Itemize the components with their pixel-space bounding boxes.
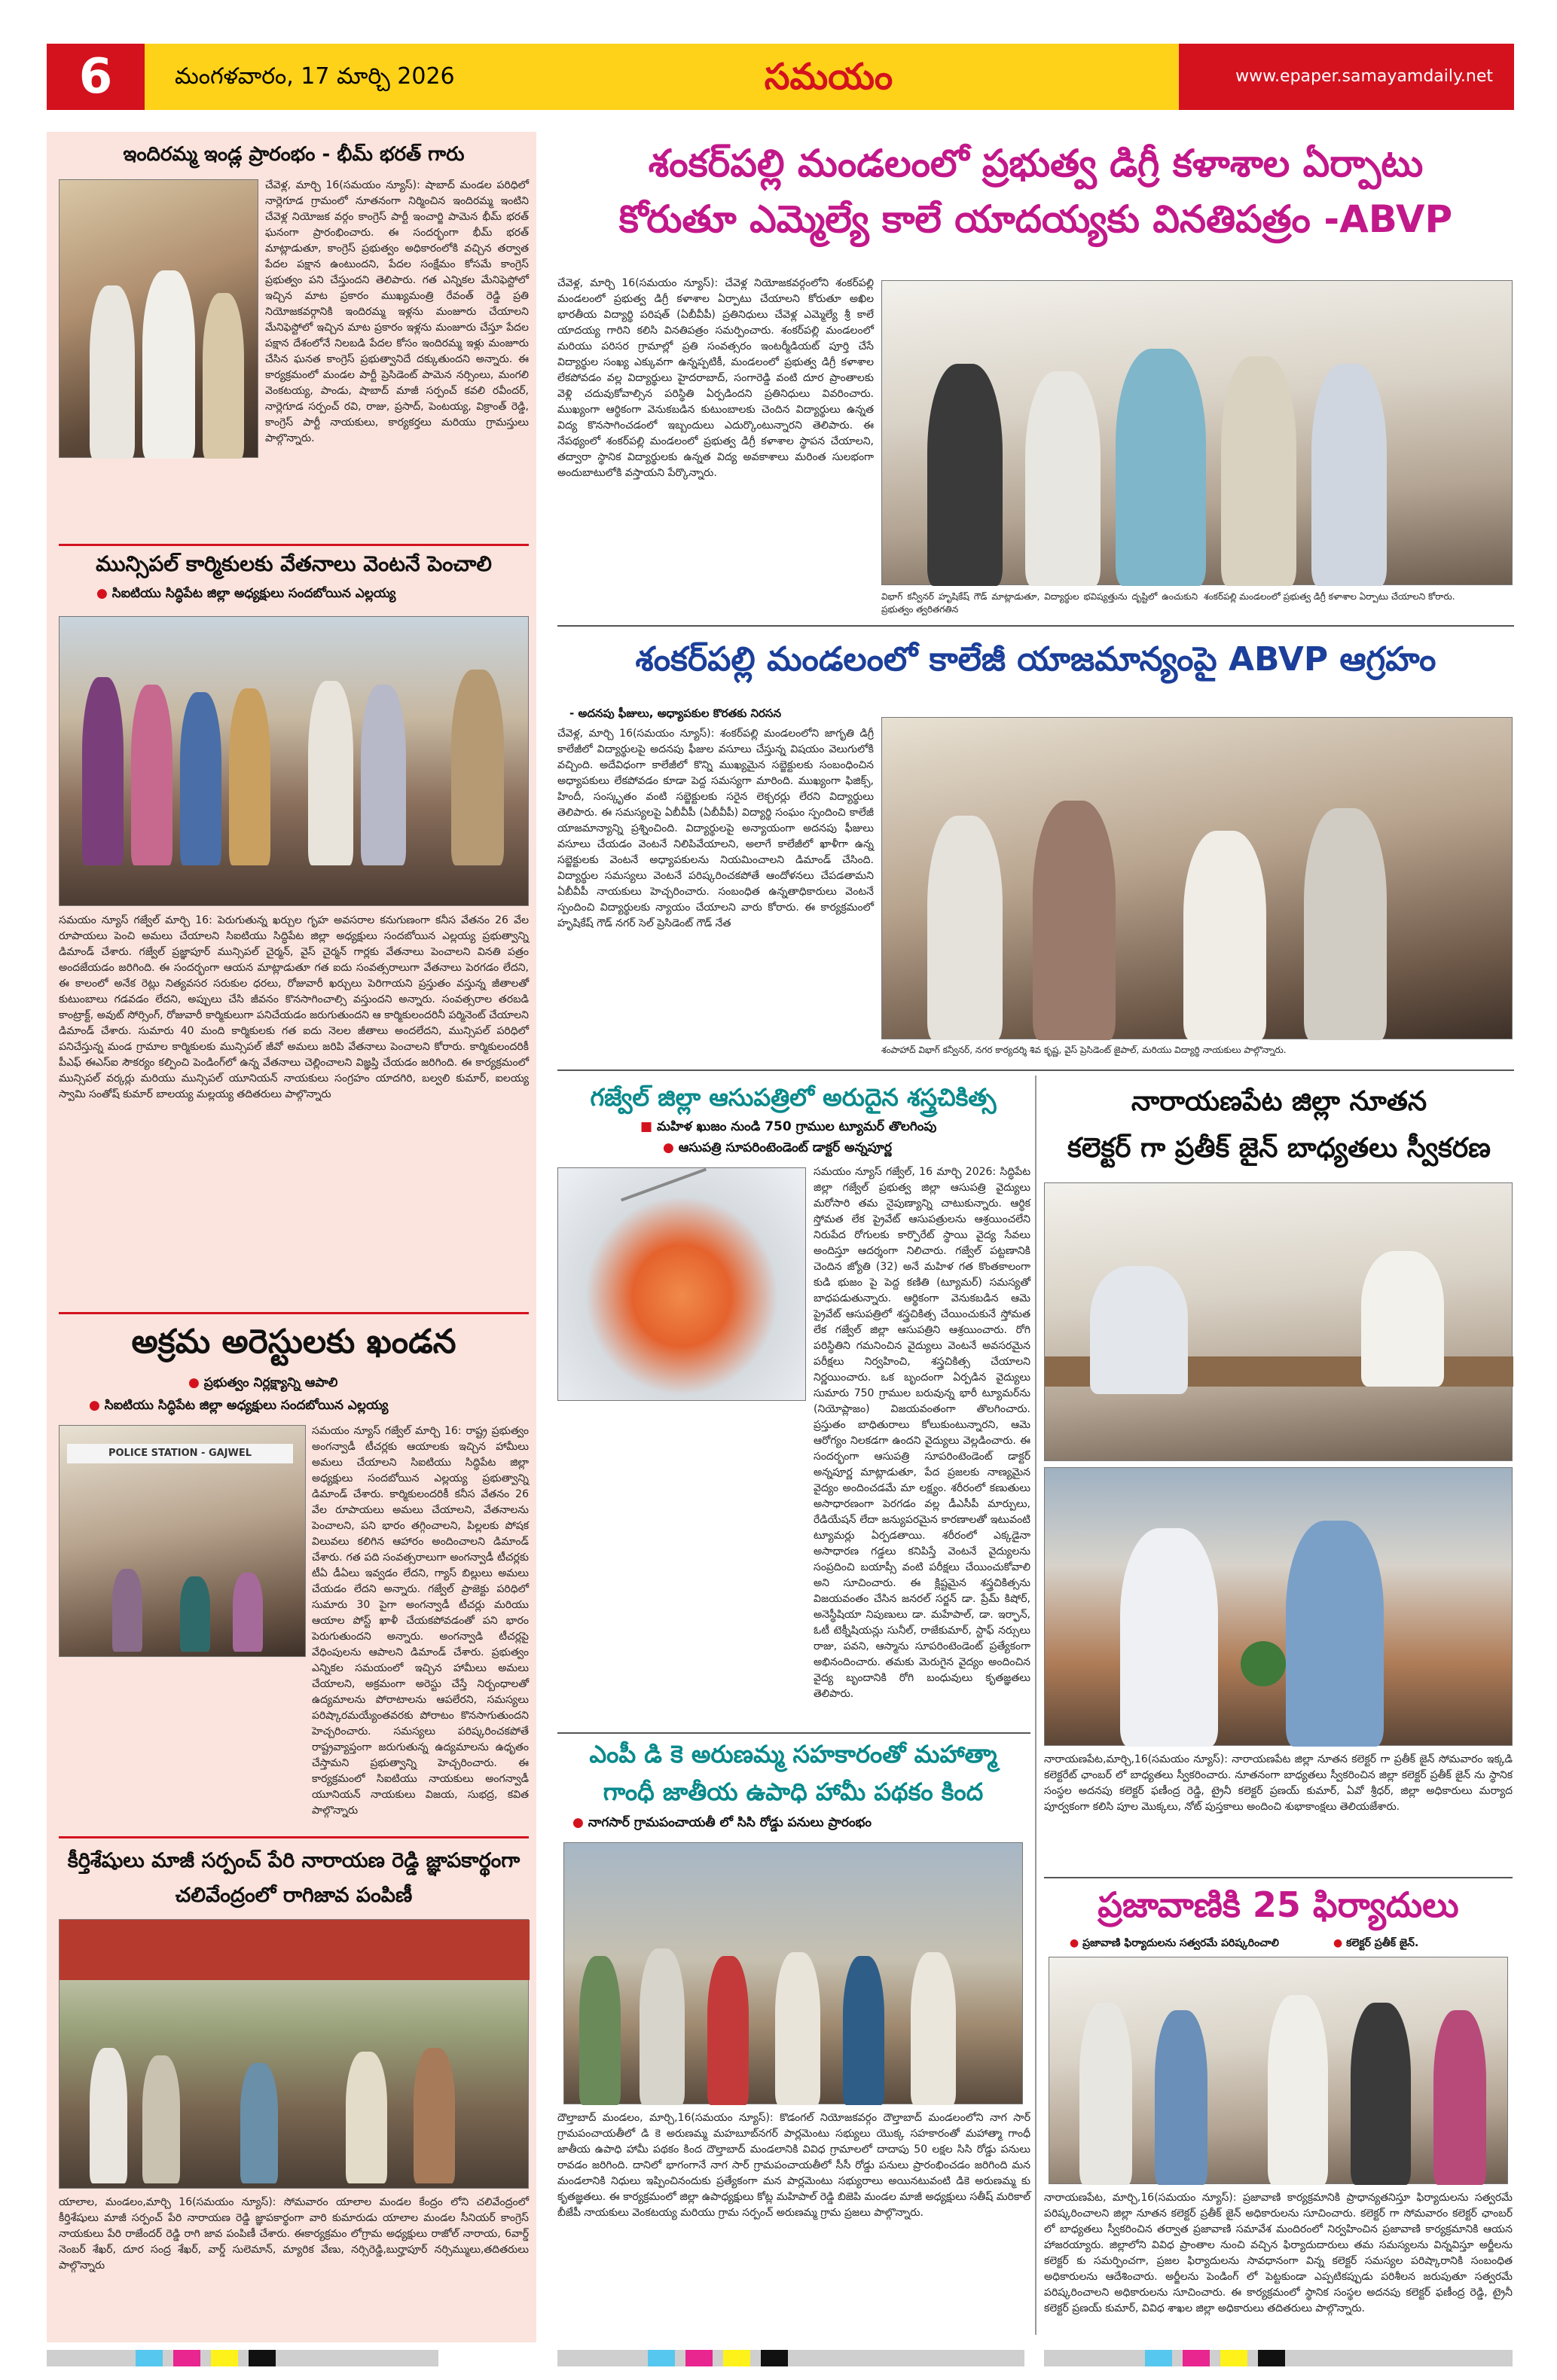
print-color-bar bbox=[557, 2350, 1024, 2366]
prajavani-subhead2: ● కలెక్టర్ ప్రతీక్ జైన్. bbox=[1333, 1937, 1419, 1949]
divider bbox=[1044, 1877, 1513, 1878]
divider bbox=[557, 1732, 1030, 1734]
story-wages-subhead-text: సిఐటియు సిద్ధిపేట జిల్లా అధ్యక్షులు సందబోయిన ఎల్లయ్య bbox=[111, 586, 396, 601]
abvp-college-subhead: - అదనపు ఫీజులు, అధ్యాపకుల కొరతకు నిరసన bbox=[569, 706, 781, 720]
paper-name: సమయం bbox=[764, 56, 893, 98]
color-swatch-black bbox=[1258, 2350, 1285, 2366]
story-arrests-photo bbox=[59, 1425, 306, 1657]
abvp-college-photo bbox=[881, 717, 1513, 1039]
divider bbox=[59, 1836, 529, 1838]
mgnrega-body: దౌల్తాబాద్ మండలం, మార్చి,16(సమయం న్యూస్): కొడంగల్ నియోజకవర్గం దౌల్తాబాద్ మండలంలోని నాగ సార్ గ్రామపంచాయతీలో డి కె అరుణమ్మ మహబూబ్‌నగర్ పార్లమెంటు సభ్యులు యొక్క సహకారంతో మహాత్మా గాంధీ జాతీయ ఉపాధి హామీ పథకం కింద దౌల్తాబాద్ మండలానికి వివిధ గ్రామాలలో దాదాపు 50 లక్షల సిసి రోడ్డు పనులు రావడం జరిగింది. దానిలో భాగంగానే నాగ సార్ గ్రామపంచాయతీలో సీసీ రోడ్డు పనులు ప్రారంభించడం జరిగింది మన మండలానికి నిధులు ఇప్పించినందుకు ప్రత్యేకంగా మన పార్లమెంటు సభ్యురాలు అయినటువంటి డికె అరుణమ్మ కు కృతజ్ఞతలు. ఈ కార్యక్రమంలో జిల్లా ఉపాధ్యక్షులు కోట్ల మహిపాల్ రెడ్డి బిజెపి మండల మాజీ అధ్యక్షులు సతీష్ మరికాల్ బీజేపీ నాయకులు వెంకటయ్య మరియు గ్రామ సర్పంచ్ అరుణమ్మ గ్రామ ప్రజలు పాల్గొన్నారు. bbox=[557, 2112, 1030, 2219]
surgery-subhead1: ■ మహిళ ఖుజం నుండి 750 గ్రాముల ట్యూమర్ తొలగింపు bbox=[640, 1119, 937, 1134]
mgnrega-subhead-text: నాగసార్ గ్రామపంచాయతీ లో సిసి రోడ్డు పనులు ప్రారంభం bbox=[588, 1815, 872, 1830]
prajavani-subhead2-text: కలెక్టర్ ప్రతీక్ జైన్. bbox=[1346, 1937, 1419, 1949]
collector-office-photo bbox=[1044, 1182, 1513, 1461]
surgery-body-b bbox=[557, 1408, 1030, 1725]
divider bbox=[59, 1312, 529, 1314]
color-swatch-cyan bbox=[136, 2350, 163, 2366]
police-station-sign: POLICE STATION - GAJWEL bbox=[67, 1444, 293, 1463]
story-indiramma-photo bbox=[59, 179, 258, 458]
abvp-college-body: చేవెళ్ల, మార్చి 16(సమయం న్యూస్): శంకర్‌పల్లి మండలంలోని జాగృతి డిగ్రీ కాలేజీలో విద్యార్థులపై అదనపు ఫీజుల వసూలు చేస్తున్న విషయం వెలుగులోకి వచ్చింది. అదేవిధంగా కాలేజీలో కొన్ని ముఖ్యమైన సబ్జెక్టులకు సంబంధించిన అధ్యాపకులు లేకపోవడం కూడా పెద్ద సమస్యగా మారింది. ముఖ్యంగా ఫిజిక్స్, హిందీ, సంస్కృతం వంటి సబ్జెక్టులకు సరైన లెక్చరర్లు లేరని విద్యార్థులు తెలిపారు. ఈ సమస్యలపై ఏబీవీపీ (ఏబీవీపీ) విద్యార్థి సంఘం స్పందించి కాలేజీ యాజమాన్యాన్ని ప్రశ్నించింది. విద్యార్థులపై అన్యాయంగా అదనపు ఫీజులు వసూలు చేయడం వెంటనే నిలిపివేయాలని, అలాగే కాలేజీలో ఖాళీగా ఉన్న సబ్జెక్టులకు వెంటనే అధ్యాపకులను నియమించాలని డిమాండ్ చేసింది. విద్యార్థుల సమస్యలు వెంటనే పరిష్కరించకపోతే ఆందోళనలు చేపడతామని ఏబీవీపీ నాయకులు హెచ్చరించారు. సంబంధిత ఉన్నతాధికారులు వెంటనే స్పందించి విద్యార్థులకు న్యాయం చేయాలని వారు కోరారు. ఈ కార్యక్రమంలో హృషికేష్ గౌడ్ నగర్ సెల్ ప్రెసిడెంట్ గౌడ్ నేత bbox=[557, 728, 874, 929]
tumor-photo bbox=[557, 1167, 806, 1401]
divider bbox=[557, 1069, 1514, 1071]
color-swatch-magenta bbox=[1183, 2350, 1210, 2366]
abvp-petition-headline-2: కోరుతూ ఎమ్మెల్యే కాలే యాదయ్యకు వినతిపత్రం -ABVP bbox=[618, 197, 1453, 241]
story-arrests-subhead2-text: సిఐటియు సిద్ధిపేట జిల్లా అధ్యక్షులు సందబోయిన ఎల్లయ్య bbox=[104, 1398, 389, 1413]
story-wages-headline: మున్సిపల్ కార్మికులకు వేతనాలు వెంటనే పెంచాలి bbox=[96, 551, 492, 576]
story-indiramma-body-b bbox=[59, 461, 529, 536]
prajavani-body: నారాయణపేట, మార్చి,16(సమయం న్యూస్): ప్రజావాణి కార్యక్రమానికి ప్రాధాన్యతనిస్తూ ఫిర్యాదులను సత్వరమే పరిష్కరించాలని జిల్లా నూతన కలెక్టర్ ప్రతీక్ జైన్ అధికారులను సూచించారు. కలెక్టర్ గా సోమవారం కలెక్టర్ ఛాంబర్ లో బాధ్యతలు స్వీకరించిన తర్వాత ప్రజావాణి సమావేశ మందిరంలో నిర్వహించిన ప్రజావాణి కార్యక్రమానికి ఆయన హాజరయ్యారు. జిల్లాలోని వివిధ ప్రాంతాల నుంచి వచ్చిన ఫిర్యాదుదారులు తమ సమస్యలను విన్నవిస్తూ అర్జీలను కలెక్టర్ కు సమర్పించగా, ప్రజల ఫిర్యాదులను సావధానంగా విన్న కలెక్టర్ సమస్యల పరిష్కారానికి సంబంధిత అధికారులను ఆదేశించారు. అర్జీలను పెండింగ్ లో పెట్టకుండా ఎప్పటికప్పుడు పరిశీలన జరుపుతూ సత్వరమే పరిష్కరించాలని అధికారులను సూచించారు. ఈ కార్యక్రమంలో స్థానిక సంస్థల అదనపు కలెక్టర్ ఫణీంద్ర రెడ్డి, ట్రైనీ కలెక్టర్ ప్రణయ్ కుమార్, వివిధ శాఖల జిల్లా అధికారులు తదితరులు పాల్గొన్నారు. bbox=[1044, 2192, 1513, 2314]
story-indiramma-body-a: చేవెళ్ల, మార్చి 16(సమయం న్యూస్): షాబాద్ మండల పరిధిలో నార్లెగూడ గ్రామంలో నూతనంగా నిర్మించిన ఇందిరమ్మ ఇంటిని చేవెళ్ల నియోజక వర్గం కాంగ్రెస్ పార్టీ ఇంచార్జి పామెన భీమ్ భరత్ ఘనంగా ప్రారంభించారు. ఈ సందర్భంగా భీమ్ భరత్ మాట్లాడుతూ, కాంగ్రెస్ ప్రభుత్వం అధికారంలోకి వచ్చిన తర్వాత పేదల పక్షాన ఉంటుందని, పేదల సంక్షేమం కోసమే కాంగ్రెస్ ప్రభుత్వం పని చేస్తుందని తెలిపారు. గత ఎన్నికల మేనిఫెస్టోలో ఇచ్చిన మాట ప్రకారం ముఖ్యమంత్రి రేవంత్ రెడ్డి ప్రతి నియోజకవర్గానికి ఇందిరమ్మ ఇళ్లను మంజూరు చేయాలని మేనిఫెస్టోలో ఇచ్చిన మాట ప్రకారం ఇళ్లను మంజూరు చేస్తూ పేదల పక్షాన దేశంలోనే నిలబడి పేదల కోసం ఇందిరమ్మ ఇళ్లు మంజూరు చేసిన ఘనత కాంగ్రెస్ ప్రభుత్వానిదే దక్కుతుందని అన్నారు. ఈ కార్యక్రమంలో మండల పార్టీ ప్రెసిడెంట్ పామెన నర్సింలు, మంగలి వెంకటయ్య, పాండు, షాబాద్ మాజీ సర్పంచ్ కవలి రవీందర్, నార్లెగూడ సర్పంచ్ రవి, రాజు, ప్రసాద్, పెంటయ్య, విక్రాంత్ రెడ్డి, కాంగ్రెస్ పార్టీ నాయకులు, కార్యకర్తలు మరియు గ్రామస్తులు పాల్గొన్నారు. bbox=[265, 179, 529, 444]
story-arrests-body-a: సమయం న్యూస్ గజ్వేల్ మార్చి 16: రాష్ట్ర ప్రభుత్వం అంగన్వాడీ టీచర్లకు ఆయాలకు ఇచ్చిన హామీలు అమలు చేయాలని సిఐటియు సిద్ధిపేట జిల్లా అధ్యక్షులు సందబోయిన ఎల్లయ్య ప్రభుత్వాన్ని డిమాండ్ చేశారు. కార్మికులందరికీ కనీస వేతనం 26 వేల రూపాయలు అమలు చేయాలని, వేతనాలను పెంచాలని, పని భారం తగ్గించాలని, పిల్లలకు పోషక విలువలు కలిగిన ఆహారం అందించాలని డిమాండ్ చేశారు. గత పది సంవత్సరాలుగా అంగన్వాడీ టీచర్లకు టీఏ డీఏలు ఇవ్వడం లేదని, గ్యాస్ బిల్లులు అమలు చేయడం లేదని అన్నారు. గజ్వేల్ ప్రాజెక్టు పరిధిలో సుమారు 30 పైగా అంగన్వాడీ టీచర్లు మరియు ఆయాల పోస్ట్ ఖాళీ చేయకపోవడంతో పని భారం పెరుగుతుందని అన్నారు. అంగన్వాడి టీచర్లపై వేధింపులను ఆపాలని డిమాండ్ చేశారు. ప్రభుత్వం ఎన్నికల సమయంలో ఇచ్చిన హామీలు అమలు చేయాలని, అక్రమంగా అరెస్టు చేస్తే నిర్బంధాలతో ఉద్యమాలను పోరాటాలను ఆపలేరని, సమస్యలు పరిష్కారమయ్యేంతవరకు పోరాటం కొనసాగుతుందని హెచ్చరించారు. సమస్యలు పరిష్కరించకపోతే రాష్ట్రవ్యాప్తంగా జరుగుతున్న ఉద్యమాలను ఉధృతం చేస్తామని ప్రభుత్వాన్ని హెచ్చరించారు. ఈ కార్యక్రమంలో సిఐటియు నాయకులు అంగన్వాడీ యూనియన్ నాయకులు విజయ, సుభద్ర, కవిత పాల్గొన్నారు bbox=[312, 1425, 529, 1817]
surgery-subhead2: ● ఆసుపత్రి సూపరింటెండెంట్ డాక్టర్ అన్నపూర్ణ bbox=[663, 1140, 892, 1155]
color-swatch-black bbox=[249, 2350, 276, 2366]
abvp-petition-body: చేవెళ్ల, మార్చి 16(సమయం న్యూస్): చేవెళ్ల నియోజకవర్గంలోని శంకర్‌పల్లి మండలంలో ప్రభుత్వ డిగ్రీ కళాశాల ఏర్పాటు చేయాలని కోరుతూ అఖిల భారతీయ విద్యార్థి పరిషత్ (ఏబీవీపీ) ప్రతినిధులు చేవెళ్ల ఎమ్మెల్యే శ్రీ కాలే యాదయ్య గారిని కలిసి వినతిపత్రం సమర్పించారు. శంకర్‌పల్లి మండలంలో మరియు పరిసర గ్రామాల్లో ప్రతి సంవత్సరం ఇంటర్మీడియట్ పూర్తి చేసే విద్యార్థుల సంఖ్య ఎక్కువగా ఉన్నప్పటికీ, మండలంలో ప్రభుత్వ డిగ్రీ కళాశాల లేకపోవడం వల్ల విద్యార్థులు హైదరాబాద్, సంగారెడ్డి వంటి దూర ప్రాంతాలకు వెళ్లి చదువుకోవాల్సిన పరిస్థితి ఏర్పడిందని ప్రతినిధులు వివరించారు. ముఖ్యంగా ఆర్థికంగా వెనుకబడిన కుటుంబాలకు చెందిన విద్యార్థులు ఉన్నత విద్య కొనసాగించడంలో ఇబ్బందులు ఎదుర్కొంటున్నారని తెలిపారు. ఈ నేపథ్యంలో శంకర్‌పల్లి మండలంలో ప్రభుత్వ డిగ్రీ కళాశాల స్థాపన చేయాలని, తద్వారా స్థానిక విద్యార్థులకు ఉన్నత విద్య అవకాశాలు మరింత సులభంగా అందుబాటులోకి వస్తాయని పేర్కొన్నారు. bbox=[557, 277, 874, 479]
print-color-bar bbox=[47, 2350, 438, 2366]
story-arrests-subhead1: ● ప్రభుత్వం నిర్లక్ష్యాన్ని ఆపాలి bbox=[188, 1375, 338, 1390]
surgery-headline: గజ్వేల్ జిల్లా ఆసుపత్రిలో అరుదైన శస్త్రచికిత్స bbox=[590, 1083, 997, 1112]
column-divider bbox=[1035, 1076, 1036, 2335]
story-ragijava-photo bbox=[59, 1919, 529, 2189]
abvp-petition-headline-1: శంకర్‌పల్లి మండలంలో ప్రభుత్వ డిగ్రీ కళాశాల ఏర్పాటు bbox=[648, 142, 1424, 185]
color-swatch-cyan bbox=[648, 2350, 675, 2366]
color-swatch-yellow bbox=[1220, 2350, 1247, 2366]
color-swatch-black bbox=[761, 2350, 788, 2366]
divider bbox=[59, 544, 529, 546]
story-arrests-body-b bbox=[59, 1661, 529, 1829]
prajavani-photo bbox=[1049, 1957, 1508, 2184]
mgnrega-headline-1: ఎంపీ డి కె అరుణమ్మ సహకారంతో మహాత్మా bbox=[589, 1740, 997, 1768]
collector-headline-2: కలెక్టర్ గా ప్రతీక్ జైన్ బాధ్యతలు స్వీకరణ bbox=[1067, 1133, 1491, 1164]
story-wages-subhead: ● సిఐటియు సిద్ధిపేట జిల్లా అధ్యక్షులు సందబోయిన ఎల్లయ్య bbox=[96, 586, 396, 601]
divider bbox=[557, 625, 1514, 627]
color-swatch-magenta bbox=[173, 2350, 200, 2366]
story-wages-photo bbox=[59, 616, 529, 906]
issue-date: మంగళవారం, 17 మార్చి 2026 bbox=[175, 63, 455, 90]
abvp-college-caption: శంపాహాద్ విభాగ్ కన్వీనర్, నగర కార్యదర్శి శివ కృష్ణ, వైస్ ప్రెసిడెంట్ జైపాల్, మరియు విద్యార్థి నాయకులు పాల్గొన్నారు. bbox=[881, 1045, 1287, 1055]
collector-body: నారాయణపేట,మార్చి,16(సమయం న్యూస్): నారాయణపేట జిల్లా నూతన కలెక్టర్ గా ప్రతీక్ జైన్ సోమవారం ఇక్కడి కలెక్టరేట్ ఛాంబర్ లో బాధ్యతలు స్వీకరించారు. నూతనంగా బాధ్యతలు స్వీకరించిన జిల్లా కలెక్టర్ ప్రతీక్ జైన్ ను స్థానిక సంస్థల అదనపు కలెక్టర్ ఫణీంద్ర రెడ్డి, ట్రైనీ కలెక్టర్ ప్రణయ్ కుమార్, ఏవో శ్రీధర్, జిల్లా అధికారులు మర్యాద పూర్వకంగా కలిసి పూల మొక్కలు, నోట్ పుస్తకాలు అందించి శుభాకాంక్షలు తెలియజేశారు. bbox=[1044, 1753, 1513, 1813]
story-arrests-subhead2: ● సిఐటియు సిద్ధిపేట జిల్లా అధ్యక్షులు సందబోయిన ఎల్లయ్య bbox=[89, 1398, 389, 1413]
color-swatch-yellow bbox=[211, 2350, 238, 2366]
abvp-college-headline: శంకర్‌పల్లి మండలంలో కాలేజీ యాజమాన్యంపై ABVP ఆగ్రహం bbox=[635, 640, 1436, 679]
story-ragijava-headline: కీర్తిశేషులు మాజీ సర్పంచ్ పేరి నారాయణ రెడ్డి జ్ఞాపకార్థంగా చలివేంద్రంలో రాగిజావ పంపిణీ bbox=[67, 1849, 521, 1907]
surgery-subhead1-text: మహిళ ఖుజం నుండి 750 గ్రాముల ట్యూమర్ తొలగింపు bbox=[656, 1119, 937, 1134]
surgery-subhead2-text: ఆసుపత్రి సూపరింటెండెంట్ డాక్టర్ అన్నపూర్ణ bbox=[678, 1140, 892, 1155]
story-indiramma-headline: ఇందిరమ్మ ఇండ్ల ప్రారంభం - భీమ్ భరత్ గారు bbox=[123, 143, 465, 166]
story-ragijava-body: యాలాల, మండలం,మార్చి 16(సమయం న్యూస్): సోమవారం యాలాల మండల కేంద్రం లోని చలివేంద్రంలో కీర్తిశేషులు మాజీ సర్పంచ్ పేరి నారాయణ రెడ్డి జ్ఞాపకార్థంగా వారి కుమారుడు యాలాల మండల సీనియర్ కాంగ్రెస్ నాయకులు పేరి రాజేందర్ రెడ్డి రాగి జావ పంపిణీ చేశారు. ఈకార్యక్రమం లోగ్రామ అధ్యక్షులు రాజోల్ నారాయ, 6వార్డ్ నెంబర్ శేఖర్, దూర సంద్ర శేఖర్, వార్డ్ సులెమాన్, మ్యారిక వేణు, నర్సిరెడ్డి,బుర్హాపూర్ నర్సిమ్ములు,తదితరులు పాల్గొన్నారు bbox=[59, 2196, 529, 2272]
abvp-petition-caption-left: విభాగ్ కన్వీనర్ హృషికేష్ గౌడ్ మాట్లాడుతూ, విద్యార్థుల భవిష్యత్తును దృష్టిలో ఉంచుకుని ప్రభుత్వం త్వరితగతిన bbox=[881, 591, 1198, 615]
page-number: 6 bbox=[47, 44, 145, 110]
collector-headline-1: నారాయణపేట జిల్లా నూతన bbox=[1131, 1086, 1427, 1117]
collector-welcome-photo bbox=[1044, 1467, 1513, 1746]
prajavani-subhead1: ● ప్రజావాణి ఫిర్యాదులను సత్వరమే పరిష్కరించాలి bbox=[1070, 1937, 1279, 1949]
site-url-link[interactable]: www.epaper.samayamdaily.net bbox=[1179, 44, 1514, 110]
story-wages-body: సమయం న్యూస్ గజ్వేల్ మార్చి 16: పెరుగుతున్న ఖర్చుల గృహ అవసరాల కనుగుణంగా కనీస వేతనం 26 వేల రూపాయలు పెంచి అమలు చేయాలని సిఐటియు సిద్ధిపేట జిల్లా అధ్యక్షులు సందబోయిన ఎల్లయ్య ప్రభుత్వాన్ని డిమాండ్ చేశారు. గజ్వేల్ ప్రజ్ఞాపూర్ మున్సిపల్ చైర్మన్, వైస్ చైర్మన్ గార్లకు వేతనాలు పెంచాలని వినతి పత్రం అందజేయడం జరిగింది. ఈ సందర్భంగా ఆయన మాట్లాడుతూ గత ఐదు సంవత్సరాలుగా వేతనాలు పెరగడం లేదని, ఈ కాలంలో అనేక రెట్లు నిత్యవసర సరుకుల ధరలు, రోజువారీ ఖర్చులు పెరిగాయని ప్రస్తుతం వస్తున్న జీతాలతో కుటుంబాలు గడవడం లేదని, అప్పులు చేసి జీవనం కొనసాగించాల్సి వస్తుందని అన్నారు. సంవత్సరాల తరబడి కాంట్రాక్ట్, అవుట్ సోర్సింగ్, రోజువారీ కార్మికులుగా పనిచేయడం జరుగుతుందని ఆ కార్మికులందరినీ పర్మినెంట్ చేయాలని డిమాండ్ చేశారు. సుమారు 40 మంది కార్మికులకు గత ఐదు నెలల జీతాలు అందలేదని, మున్సిపల్ పరిధిలో పనిచేస్తున్న మండ గ్రామాల కార్మికులకు మున్సిపల్ జీవో అమలు జరిపి వేతనాలు పెంచాలని కోరారు. కార్మికులందరికీ పీఎఫ్ ఈఎస్ఐ సౌకర్యం కల్పించి పెండింగ్‌లో ఉన్న వేతనాలు చెల్లించాలని విజ్ఞప్తి చేయడం జరిగింది. ఈ కార్యక్రమంలో మున్సిపల్ వర్కర్లు మరియు మున్సిపల్ యూనియన్ నాయకులు సంగ్రహం యాదగిరి, బల్వలి కుమార్, ఐలయ్య స్వామి సంతోష్ కుమార్ బాలయ్య మల్లయ్య తదితరులు పాల్గొన్నారు bbox=[59, 914, 529, 1100]
story-arrests-headline: అక్రమ అరెస్టులకు ఖండన bbox=[131, 1323, 456, 1361]
mgnrega-headline-2: గాంధీ జాతీయ ఉపాధి హామీ పథకం కింద bbox=[603, 1777, 984, 1806]
abvp-petition-caption-right: శంకర్‌పల్లి మండలంలో ప్రభుత్వ డిగ్రీ కళాశాల ఏర్పాటు చేయాలని కోరారు. bbox=[1204, 591, 1455, 602]
mgnrega-photo bbox=[563, 1842, 1023, 2104]
color-swatch-yellow bbox=[723, 2350, 750, 2366]
color-swatch-magenta bbox=[685, 2350, 713, 2366]
abvp-petition-photo bbox=[881, 280, 1513, 585]
prajavani-subhead1-text: ప్రజావాణి ఫిర్యాదులను సత్వరమే పరిష్కరించాలి bbox=[1082, 1937, 1279, 1949]
surgery-body-a: సమయం న్యూస్ గజ్వేల్, 16 మార్చి 2026: సిద్ధిపేట జిల్లా గజ్వేల్ ప్రభుత్వ జిల్లా ఆసుపత్రి వైద్యులు మరోసారి తమ నైపుణ్యాన్ని చాటుకున్నారు. ఆర్థిక స్తోమత లేక ప్రైవేట్ ఆసుపత్రులను ఆశ్రయించలేని నిరుపేద రోగులకు కార్పొరేట్ స్థాయి వైద్య సేవలు అందిస్తూ ఆదర్శంగా నిలిచారు. గజ్వేల్ పట్టణానికి చెందిన జ్యోతి (32) అనే మహిళ గత కొంతకాలంగా కుడి భుజం పై పెద్ద కణితి (ట్యూమర్) సమస్యతో బాధపడుతున్నారు. ఆర్థికంగా వెనుకబడిన ఆమె ప్రైవేట్ ఆసుపత్రిలో శస్త్రచికిత్స చేయించుకునే స్తోమత లేక గజ్వేల్ జిల్లా ఆసుపత్రిని ఆశ్రయించారు. రోగి పరిస్థితిని గమనించిన వైద్యులు వెంటనే అవసరమైన పరీక్షలు నిర్వహించి, శస్త్రచికిత్స చేయాలని నిర్ణయించారు. ఒక బృందంగా ఏర్పడిన వైద్యులు సుమారు 750 గ్రాముల బరువున్న భారీ ట్యూమర్‌ను (నియోప్లాజం) విజయవంతంగా తొలగించారు. ప్రస్తుతం బాధితురాలు కోలుకుంటున్నారని, ఆమె ఆరోగ్యం నిలకడగా ఉందని వైద్యులు వెల్లడించారు. ఈ సందర్భంగా ఆసుపత్రి సూపరింటెండెంట్ డాక్టర్ అన్నపూర్ణ మాట్లాడుతూ, పేద ప్రజలకు నాణ్యమైన వైద్యం అందించడమే మా లక్ష్యం. శరీరంలో కణుతులు అసాధారణంగా పెరగడం వల్ల డీఎసీపీ మార్పులు, రేడియేషన్ లేదా జన్యుపరమైన కారణాలతో ఇటువంటి ట్యూమర్లు ఏర్పడతాయి. శరీరంలో ఎక్కడైనా అసాధారణ గడ్డలు కనిపిస్తే వెంటనే వైద్యులను సంప్రదించి బయాప్సీ వంటి పరీక్షలు చేయించుకోవాలి అని సూచించారు. ఈ క్లిష్టమైన శస్త్రచికిత్సను విజయవంతం చేసిన జనరల్ సర్జన్ డా. ప్రేమ్ కిషోర్, అనెస్థీషియా నిపుణులు డా. మహేపాల్, డా. ఇర్ఫాన్, ఓటీ టెక్నీషియన్లు సునీల్, రాజేకుమార్, స్టాఫ్ నర్సులు రాజు, పవని, ఆస్మాను సూపరింటెండెంట్ ప్రత్యేకంగా అభినందించారు. తమకు మెరుగైన వైద్యం అందించిన వైద్య బృందానికి రోగి బంధువులు కృతజ్ఞతలు తెలిపారు. bbox=[814, 1166, 1030, 1700]
mgnrega-subhead: ● నాగసార్ గ్రామపంచాయతీ లో సిసి రోడ్డు పనులు ప్రారంభం bbox=[572, 1815, 872, 1830]
color-swatch-cyan bbox=[1145, 2350, 1172, 2366]
story-arrests-subhead1-text: ప్రభుత్వం నిర్లక్ష్యాన్ని ఆపాలి bbox=[203, 1375, 338, 1390]
prajavani-headline: ప్రజావాణికి 25 ఫిర్యాదులు bbox=[1098, 1884, 1459, 1925]
